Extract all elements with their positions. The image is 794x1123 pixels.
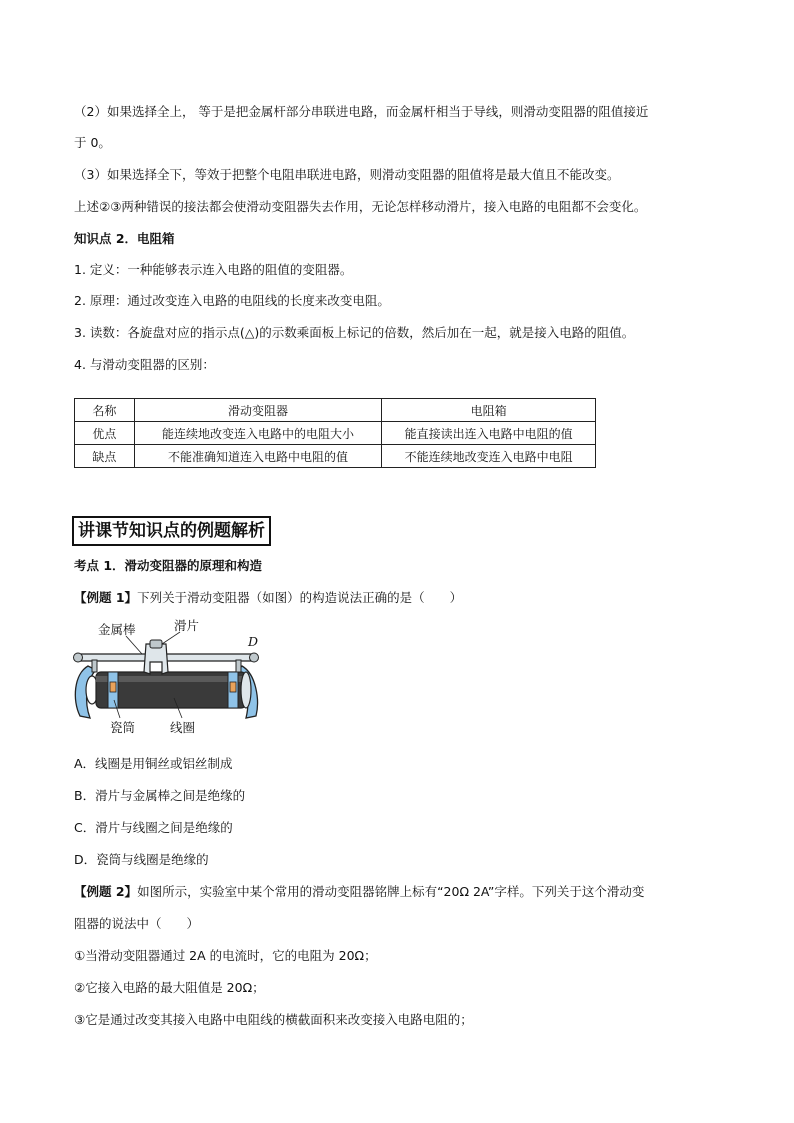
example-2-statement-2: ②它接入电路的最大阻值是 20Ω； — [74, 980, 265, 995]
label-metal-rod: 金属棒 — [98, 622, 136, 637]
knowledge-item-2: 2. 原理：通过改变连入电路的电阻线的长度来改变电阻。 — [74, 293, 390, 308]
comparison-table — [74, 398, 596, 468]
example-2-question-line-1 — [74, 884, 644, 900]
table-header-row — [75, 399, 596, 422]
knowledge-point-2-heading: 知识点 2．电阻箱 — [74, 231, 175, 246]
example-2-question-line-2: 阻器的说法中（ ） — [74, 916, 200, 931]
table-cell: 不能准确知道连入电路中电阻的值 — [134, 445, 382, 468]
table-cell: 能连续地改变连入电路中的电阻大小 — [134, 422, 382, 445]
example-1-text: 下列关于滑动变阻器（如图）的构造说法正确的是（ ） — [137, 590, 463, 605]
table-cell: 缺点 — [75, 445, 135, 468]
table-header-cell: 电阻箱 — [382, 399, 596, 422]
table-row — [75, 422, 596, 445]
example-2-statement-1: ①当滑动变阻器通过 2A 的电流时，它的电阻为 20Ω； — [74, 948, 377, 963]
table-header-cell: 名称 — [75, 399, 135, 422]
table-cell: 不能连续地改变连入电路中电阻 — [382, 445, 596, 468]
example-1-option-b: B．滑片与金属棒之间是绝缘的 — [74, 788, 246, 803]
knowledge-item-3: 3. 读数：各旋盘对应的指示点(△)的示数乘面板上标记的倍数，然后加在一起，就是接入电路的阻值。 — [74, 325, 635, 340]
example-1-question — [74, 590, 462, 606]
table-cell: 优点 — [75, 422, 135, 445]
paragraph-2-line-2: 于 0。 — [74, 135, 111, 150]
exam-point-1-heading: 考点 1．滑动变阻器的原理和构造 — [74, 558, 263, 573]
knowledge-item-4: 4. 与滑动变阻器的区别： — [74, 357, 215, 372]
label-coil: 线圈 — [170, 720, 196, 735]
label-slider: 滑片 — [174, 618, 200, 633]
example-1-option-a: A．线圈是用铜丝或铝丝制成 — [74, 756, 233, 771]
rheostat-figure — [70, 614, 266, 736]
label-end-d: D — [248, 634, 259, 649]
table-cell: 能直接读出连入电路中电阻的值 — [382, 422, 596, 445]
example-1-option-d: D．瓷筒与线圈是绝缘的 — [74, 852, 209, 867]
paragraph-2-line-1: （2）如果选择全上， 等于是把金属杆部分串联进电路，而金属杆相当于导线，则滑动变阻器的阻值接近 — [74, 104, 649, 119]
knowledge-item-1: 1. 定义：一种能够表示连入电路的阻值的变阻器。 — [74, 262, 353, 277]
example-1-tag: 【例题 1】 — [74, 590, 138, 605]
example-2-text: 如图所示，实验室中某个常用的滑动变阻器铭牌上标有“20Ω 2A”字样。下列关于这个滑动变 — [137, 884, 645, 899]
example-2-statement-3: ③它是通过改变其接入电路中电阻线的横截面积来改变接入电路电阻的； — [74, 1012, 473, 1027]
paragraph-3: （3）如果选择全下，等效于把整个电阻串联进电路，则滑动变阻器的阻值将是最大值且不能改变。 — [74, 167, 620, 182]
label-porcelain-tube: 瓷筒 — [110, 720, 136, 735]
paragraph-4: 上述②③两种错误的接法都会使滑动变阻器失去作用，无论怎样移动滑片，接入电路的电阻都不会变化。 — [74, 199, 647, 214]
table-row — [75, 445, 596, 468]
example-1-option-c: C．滑片与线圈之间是绝缘的 — [74, 820, 233, 835]
example-2-tag: 【例题 2】 — [74, 884, 138, 899]
table-header-cell: 滑动变阻器 — [134, 399, 382, 422]
section-title: 讲课节知识点的例题解析 — [72, 516, 271, 546]
